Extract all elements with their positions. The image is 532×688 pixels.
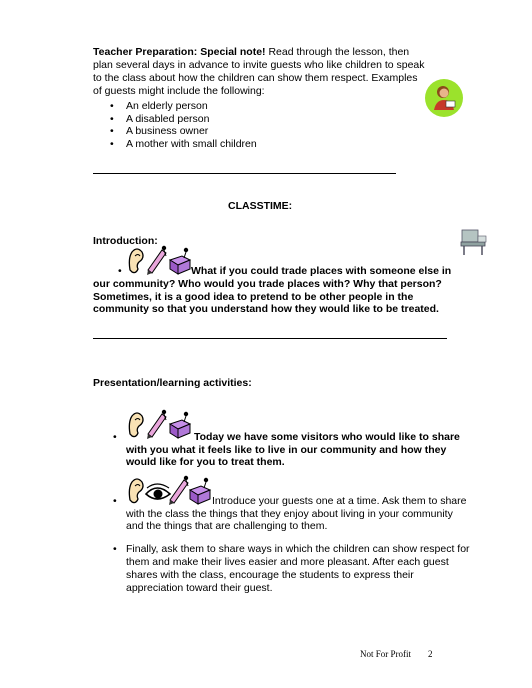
ear-icon (129, 413, 143, 437)
gift-box-icon (190, 478, 210, 504)
presentation-bullet-3: • (113, 543, 117, 555)
pencil-writing-icon (169, 476, 188, 505)
footer-text: Not For Profit (360, 649, 412, 659)
ear-icon (129, 479, 143, 503)
divider-1 (93, 173, 396, 174)
item2-icons (126, 474, 212, 506)
gift-box-icon (170, 412, 190, 438)
teacher-prep-label: Teacher Preparation: (93, 46, 198, 58)
intro-bullet: • (118, 265, 122, 277)
item1-line3: would like for you to treat them. (126, 456, 285, 468)
list-item: • A business owner (96, 125, 396, 138)
pencil-writing-icon (147, 410, 166, 439)
pencil-writing-icon (147, 246, 166, 275)
item3-line4: appreciation toward their guest. (126, 582, 273, 594)
presentation-heading: Presentation/learning activities: (93, 377, 252, 389)
teacher-prep-line4: of guests might include the following: (93, 85, 265, 97)
intro-line2: our community? Who would you trade places with? Why that person? (93, 278, 442, 290)
teacher-prep-line2: plan several days in advance to invite guests who like children to speak (93, 59, 425, 71)
item3-line3: shares with the class, encourage the students to express their (126, 569, 414, 581)
ear-icon (129, 249, 143, 273)
gift-box-icon (170, 248, 190, 274)
intro-line3: Sometimes, it is a good idea to pretend to be other people in the (93, 291, 414, 303)
list-item: • An elderly person (96, 100, 396, 113)
item1-line2: with you what it feels like to live in our community and how they (126, 444, 447, 456)
list-item: • A mother with small children (96, 138, 396, 151)
item3-line1: Finally, ask them to share ways in which the children can show respect for (126, 543, 470, 555)
teacher-prep-text-1: Read through the lesson, then (265, 46, 410, 58)
teacher-clipart-icon (424, 78, 464, 118)
teacher-prep-line1 (93, 46, 453, 59)
eye-icon (146, 484, 170, 499)
intro-icons (126, 244, 192, 276)
list-item: • A disabled person (96, 113, 396, 126)
presentation-bullet-1: • (113, 431, 117, 443)
item2-line2: with the class the things that they enjoy about living in your community (126, 508, 453, 520)
item2-line1: Introduce your guests one at a time. Ask them to share (212, 495, 467, 507)
classtime-heading: CLASSTIME: (228, 200, 293, 212)
presentation-bullet-2: • (113, 495, 117, 507)
intro-line1: What if you could trade places with someone else in (191, 265, 452, 277)
guest-list (96, 100, 396, 150)
item1-line1: Today we have some visitors who would like to share (194, 431, 460, 443)
intro-line4: community so that you understand how they would like to be treated. (93, 303, 439, 315)
page-number: 2 (428, 649, 433, 659)
teacher-prep-line3: to the class about how the children can show them respect. Examples (93, 72, 418, 84)
introduction-heading: Introduction: (93, 235, 158, 247)
desk-clipart-icon (459, 228, 489, 256)
divider-2 (93, 338, 447, 339)
item2-line3: and the things that are challenging to them. (126, 520, 328, 532)
item1-icons (126, 408, 192, 440)
item3-line2: them and make their lives easier and more pleasant. After each guest (126, 556, 449, 568)
special-note: Special note! (200, 46, 266, 58)
